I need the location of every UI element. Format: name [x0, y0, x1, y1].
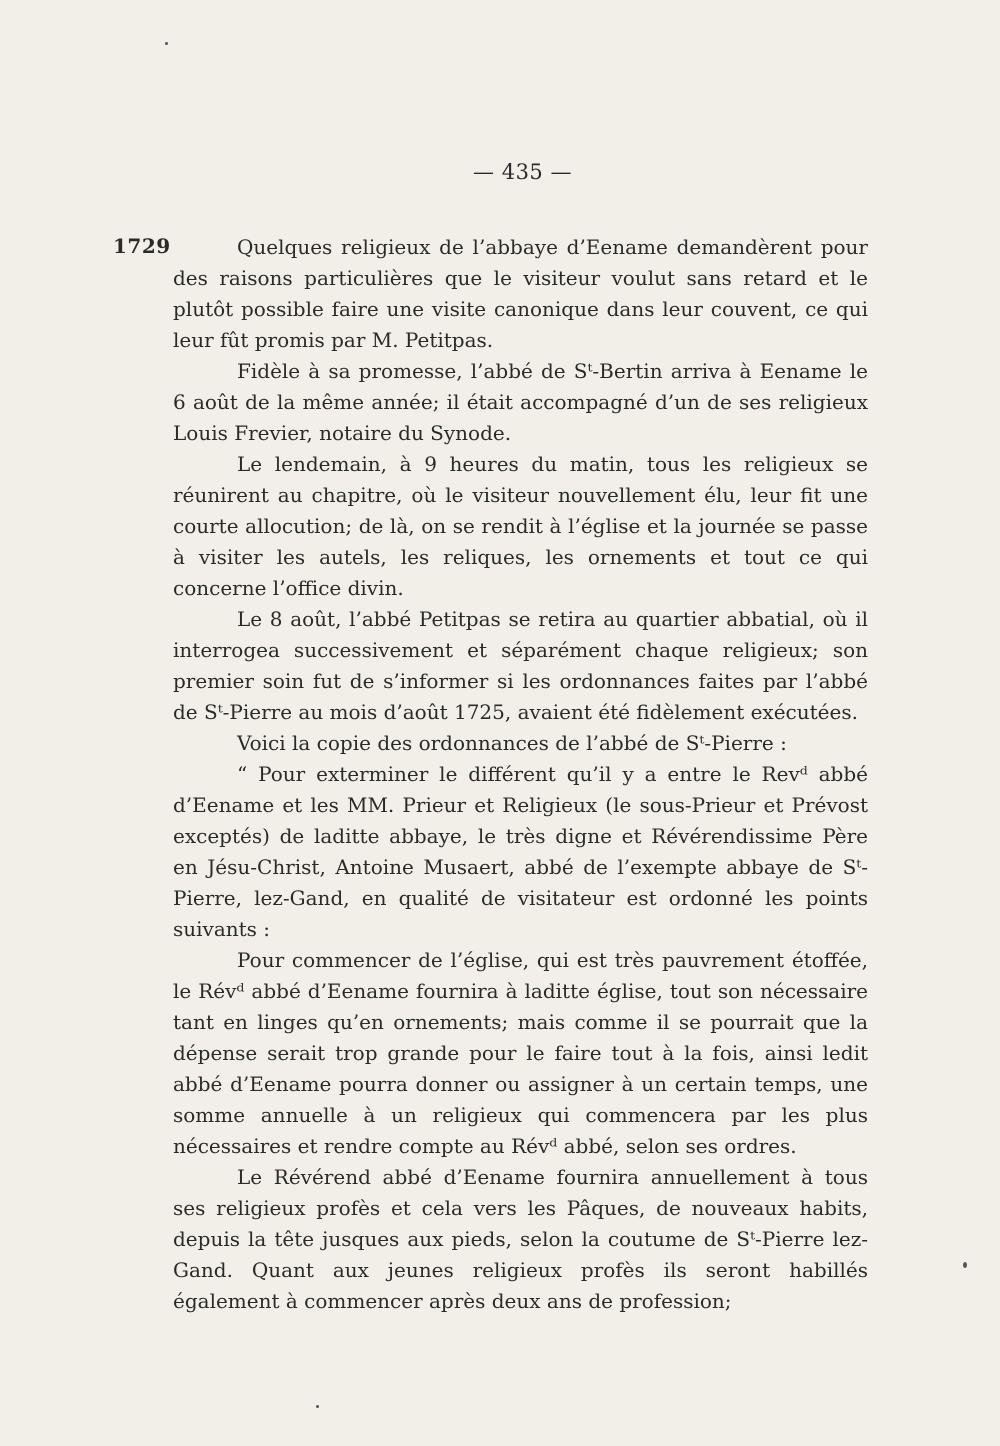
paper-speck — [316, 1405, 319, 1408]
paragraph: Le Révérend abbé d’Eename fournira annuellement à tous ses religieux profès et cela vers les Pâques, de nouveaux habits, depuis la tête jusques aux pieds, selon la coutume de Sᵗ-Pierre lez-Gand. Quant aux jeunes religieux profès ils seront habillés également à commencer après deux ans de profession; — [173, 1165, 868, 1313]
paragraph: Fidèle à sa promesse, l’abbé de Sᵗ-Bertin arriva à Eename le 6 août de la même année; il était accompagné d’un de ses religieux Louis Frevier, notaire du Synode. — [173, 359, 868, 445]
paragraph: Quelques religieux de l’abbaye d’Eename demandèrent pour des raisons particulières que le visiteur voulut sans retard et le plutôt possible faire une visite canonique dans leur couvent, ce qui leur fût promis par M. Petitpas. — [173, 235, 868, 352]
paragraph: Pour commencer de l’église, qui est très pauvrement étoffée, le Révᵈ abbé d’Eename fournira à laditte église, tout son nécessaire tant en linges qu’en ornements; mais comme il se pourrait que la dépense serait trop grande pour le faire tout à la fois, ainsi ledit abbé d’Eename pourra donner ou assigner à un certain temps, une somme annuelle à un religieux qui commencera par les plus nécessaires et rendre compte au Révᵈ abbé, selon ses ordres. — [173, 948, 868, 1158]
paper-speck — [963, 1262, 967, 1268]
paragraph: Voici la copie des ordonnances de l’abbé de Sᵗ-Pierre : — [237, 731, 787, 755]
body-text — [173, 232, 868, 1317]
paragraph: Le lendemain, à 9 heures du matin, tous les religieux se réunirent au chapitre, où le visiteur nouvellement élu, leur fit une courte allocution; de là, on se rendit à l’église et la journée se passe à visiter les autels, les reliques, les ornements et tout ce qui concerne l’office divin. — [173, 452, 868, 600]
paper-speck — [165, 42, 168, 45]
page-number: — 435 — — [473, 160, 572, 184]
margin-year: 1729 — [113, 234, 171, 258]
paragraph: Le 8 août, l’abbé Petitpas se retira au quartier abbatial, où il interrogea successivement et séparément chaque religieux; son premier soin fut de s’informer si les ordonnances faites par l’abbé de Sᵗ-Pierre au mois d’août 1725, avaient été fidèlement exécutées. — [173, 607, 868, 724]
paragraph: “ Pour exterminer le différent qu’il y a entre le Revᵈ abbé d’Eename et les MM. Prieur et Religieux (le sous-Prieur et Prévost exceptés) de laditte abbaye, le très digne et Révérendissime Père en Jésu-Christ, Antoine Musaert, abbé de l’exempte abbaye de Sᵗ-Pierre, lez-Gand, en qualité de visitateur est ordonné les points suivants : — [173, 762, 868, 941]
